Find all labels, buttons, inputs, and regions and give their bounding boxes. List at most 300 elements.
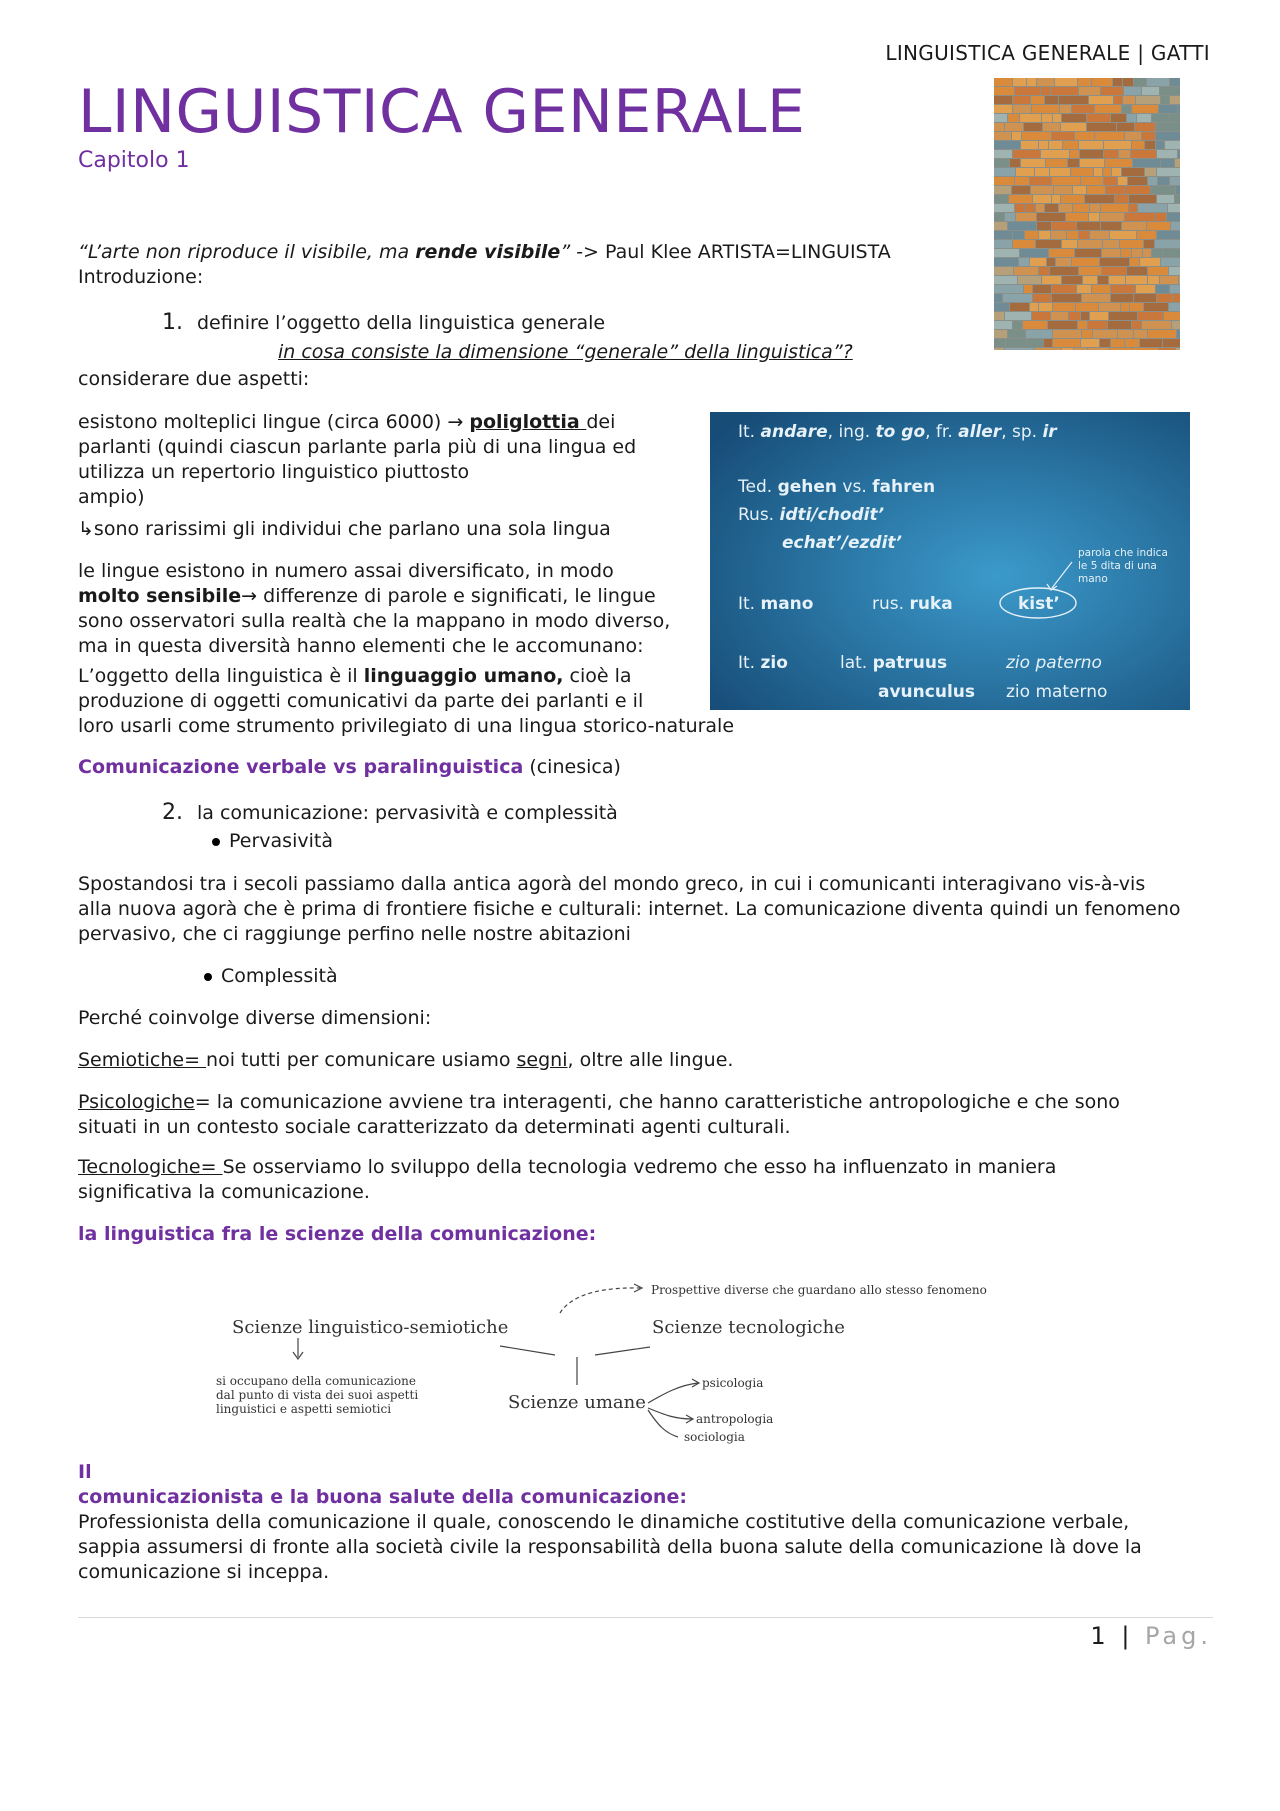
arrow-note: ↳sono rarissimi gli individui che parlano una sola lingua [78,518,611,540]
painting-tile [1111,339,1124,347]
painting-tile [1072,105,1094,113]
running-head: LINGUISTICA GENERALE | GATTI [885,41,1210,65]
painting-tile [1128,177,1147,185]
painting-tile [994,294,1002,302]
painting-tile [1052,132,1074,140]
sciences-heading: la linguistica fra le scienze della comunicazione: [78,1223,597,1245]
painting-tile [1082,330,1092,338]
painting-tile [1039,303,1052,311]
svg-text:rus. ruka: rus. ruka [872,594,953,614]
painting-tile [994,150,1012,158]
svg-text:It. mano: It. mano [738,594,814,614]
painting-tile [1049,141,1062,149]
semiotiche-line: Semiotiche= noi tutti per comunicare usiamo segni, oltre alle lingue. [78,1049,734,1071]
painting-tile [1106,186,1124,194]
bullet-pervasivita: Pervasività [212,829,333,854]
painting-tile [1144,303,1168,311]
painting-tile [1015,204,1025,212]
painting-tile [1045,96,1058,104]
page-subtitle: Capitolo 1 [78,148,190,173]
painting-tile [1089,96,1113,104]
painting-tile [1050,168,1070,176]
painting-tile [1073,186,1086,194]
painting-tile [1160,87,1180,95]
tecnologiche-paragraph: Tecnologiche= Se osserviamo lo sviluppo della tecnologia vedremo che esso ha influenzato in maniera significativa la comunicazione. [78,1156,1057,1203]
painting-tile [1147,222,1170,230]
svg-text:avunculus: avunculus [878,682,975,702]
painting-tile [1134,294,1156,302]
painting-tile [1151,186,1175,194]
list-number: 1. [162,310,183,335]
painting-tile [1156,132,1180,140]
painting-tile [1134,78,1146,86]
painting-tile [1033,195,1051,203]
painting-tile [1099,303,1120,311]
painting-tile [1085,195,1114,203]
painting-tile [1053,114,1061,122]
painting-tile [1074,348,1087,350]
painting-tile [1037,222,1051,230]
quote-line [78,240,1213,265]
painting-tile [1052,294,1081,302]
painting-tile [1145,141,1155,149]
painting-tile [1044,339,1052,347]
svg-text:parola che indica: parola che indica [1078,547,1168,559]
painting-tile [1118,330,1133,338]
painting-tile [1005,312,1031,320]
painting-tile [1137,114,1151,122]
svg-text:echat’/ezdit’: echat’/ezdit’ [782,533,902,553]
painting-tile [1101,204,1128,212]
painting-tile [1104,141,1131,149]
page-title: LINGUISTICA GENERALE [78,77,806,147]
svg-text:lat. patruus: lat. patruus [840,653,948,673]
painting-tile [1104,150,1118,158]
painting-tile [1059,204,1072,212]
painting-tile [1167,213,1180,221]
painting-tile [1145,168,1156,176]
painting-tile [1125,132,1141,140]
painting-tile [1067,231,1078,239]
painting-tile [1059,96,1088,104]
painting-tile [994,96,1012,104]
painting-tile [1117,123,1134,131]
painting-tile [1142,87,1159,95]
painting-tile [1073,204,1089,212]
painting-tile [1156,141,1164,149]
painting-tile [1103,168,1111,176]
painting-tile [1170,177,1180,185]
painting-tile [1063,141,1078,149]
painting-tile [1033,294,1051,302]
painting-tile [1130,303,1143,311]
quote-attribution: -> Paul Klee ARTISTA=LINGUISTA [570,241,891,263]
svg-text:si occupano della comunicazion: si occupano della comunicazione [216,1374,416,1388]
painting-tile [1081,177,1103,185]
painting-tile [1101,87,1123,95]
painting-tile [1114,96,1122,104]
quote-bold: rende visibile [415,241,561,263]
painting-tile [1080,159,1104,167]
bullet-icon [204,973,212,981]
painting-tile [1175,195,1180,203]
painting-tile [1045,204,1058,212]
painting-tile [1060,105,1071,113]
painting-tile [1043,123,1060,131]
painting-tile [1176,348,1180,350]
painting-tile [1147,78,1169,86]
painting-tile [1115,195,1128,203]
painting-tile [1129,204,1137,212]
painting-tile [1068,159,1079,167]
painting-tile [1021,141,1038,149]
painting-tile [1140,339,1162,347]
bullet-complessita: Complessità [204,964,338,989]
painting-tile [1095,132,1124,140]
painting-tile [1100,213,1124,221]
painting-tiles [994,78,1180,350]
paragraph-comunicazionista: Professionista della comunicazione il quale, conoscendo le dinamiche costitutive della comunicazione verbale, sappia assumersi di fronte alla società civile la responsabilità della buona salute della comunicazione là dove la comunicazione si inceppa. [78,1511,1142,1583]
svg-text:Rus. idti/chodit’: Rus. idti/chodit’ [738,505,885,525]
painting-tile [1012,132,1021,140]
paragraph-agora: Spostandosi tra i secoli passiamo dalla antica agorà del mondo greco, in cui i comunicanti interagivano vis-à-vis alla nuova agorà che è prima di frontiere fisiche e culturali: internet. La comunicazione diventa quindi un fenomeno pervasivo, che ci raggiunge perfino nelle nostre abitazioni [78,873,1181,945]
painting-tile [1076,303,1098,311]
painting-tile [1157,168,1180,176]
painting-tile [1157,195,1174,203]
painting-tile [1062,114,1086,122]
painting-tile [1027,339,1043,347]
painting-tile [1052,177,1080,185]
painting-tile [1170,114,1180,122]
painting-tile [1111,114,1126,122]
painting-tile [1127,114,1136,122]
painting-tile [1030,303,1038,311]
klee-painting-image [994,78,1180,350]
svg-text:zio materno: zio materno [1006,682,1108,702]
painting-tile [1052,195,1060,203]
painting-tile [994,222,1007,230]
painting-tile [1108,321,1131,329]
svg-text:Scienze tecnologiche: Scienze tecnologiche [652,1317,845,1338]
paragraph-lingue: le lingue esistono in numero assai diversificato, in modo molto sensibile→ differenze di parole e significati, le lingue sono osservatori sulla realtà che la mappano in modo diverso, ma in questa diversità hanno elementi che le accomunano: [78,560,671,657]
page-number: 1 | Pag. [1090,1622,1212,1650]
painting-tile [1008,330,1025,338]
painting-tile [1125,213,1154,221]
painting-tile [994,213,1004,221]
painting-tile [1016,168,1034,176]
painting-tile [994,105,1012,113]
painting-tile [1148,177,1157,185]
paragraph-poliglottia: esistono molteplici lingue (circa 6000) → poliglottia dei parlanti (quindi ciascun parlante parla più di una lingua ed utilizza un repertorio linguistico piuttosto ampio) [78,411,637,508]
painting-tile [994,321,1012,329]
painting-tile [1125,186,1150,194]
list-number: 2. [162,800,183,825]
svg-text:Scienze umane: Scienze umane [508,1392,646,1413]
painting-tile [1129,195,1156,203]
comm-heading: Comunicazione verbale vs paralinguistica (cinesica) [78,756,621,778]
painting-tile [1173,294,1180,302]
painting-tile [1093,330,1117,338]
painting-tile [1039,231,1050,239]
quote-text: “L’arte non riproduce il visibile, ma [78,241,416,263]
painting-tile [1111,294,1133,302]
painting-tile [1052,222,1076,230]
painting-tile [1157,150,1177,158]
painting-tile [1053,330,1081,338]
painting-tile [1087,114,1110,122]
painting-tile [994,87,1014,95]
painting-tile [1055,78,1077,86]
painting-tile [1078,321,1087,329]
lexical-comparison-image [710,412,1190,710]
painting-tile [1088,321,1107,329]
painting-tile [1026,204,1035,212]
painting-tile [1026,330,1052,338]
painting-tile [994,78,1012,86]
painting-tile [1079,87,1100,95]
painting-tile [1041,150,1069,158]
painting-tile [1104,177,1117,185]
painting-tile [1051,87,1078,95]
painting-tile [1041,87,1050,95]
painting-tile [1170,78,1180,86]
painting-tile [994,177,1014,185]
svg-text:linguistici e aspetti semiotic: linguistici e aspetti semiotici [216,1402,392,1416]
painting-tile [1042,114,1052,122]
painting-tile [1124,87,1141,95]
painting-tile [994,330,1007,338]
painting-tile [1048,321,1077,329]
painting-tile [1138,312,1163,320]
painting-tile [1082,294,1110,302]
painting-tile [994,303,1009,311]
painting-tile [1020,114,1041,122]
painting-tile [1062,348,1073,350]
painting-tile [1152,114,1169,122]
painting-tile [1077,222,1100,230]
painting-tile [1137,231,1156,239]
list-text: definire l’oggetto della linguistica generale [197,312,606,334]
painting-tile [1071,168,1093,176]
painting-tile [1159,105,1177,113]
list-item-2 [162,800,618,826]
painting-tile [994,141,1020,149]
painting-tile [1069,312,1080,320]
painting-tile [1122,222,1146,230]
painting-tile [1094,168,1102,176]
painting-tile [1175,159,1180,167]
painting-tile [1121,303,1129,311]
painting-tile [994,186,1011,194]
painting-tile [1010,303,1029,311]
paragraph-oggetto: L’oggetto della linguistica è il linguaggio umano, cioè la produzione di oggetti comunicativi da parte dei parlanti e il loro usarli come strumento privilegiato di una lingua storico-naturale [78,665,735,737]
painting-tile [1008,222,1036,230]
svg-text:Ted. gehen vs. fahren: Ted. gehen vs. fahren [738,477,936,497]
painting-tile [1170,96,1180,104]
painting-tile [1095,105,1121,113]
painting-tile [1110,348,1132,350]
painting-tile [1005,123,1023,131]
painting-tile [1005,348,1034,350]
painting-tile [994,204,1014,212]
painting-tile [1078,78,1091,86]
svg-text:psicologia: psicologia [702,1376,764,1390]
painting-tile [1122,168,1144,176]
painting-tile [1157,294,1172,302]
painting-tile [1088,348,1109,350]
painting-tile [1158,177,1169,185]
painting-tile [1053,339,1080,347]
painting-tile [1061,195,1084,203]
svg-text:antropologia: antropologia [696,1412,774,1426]
svg-text:sociologia: sociologia [684,1430,745,1444]
list-item-1 [162,310,605,336]
painting-tile [1156,123,1180,131]
painting-tile [1087,186,1105,194]
last-heading: Il comunicazionista e la buona salute della comunicazione: [78,1461,687,1508]
list-text: la comunicazione: pervasività e complessità [197,802,618,824]
painting-tile [1022,132,1051,140]
painting-tile [1090,204,1100,212]
painting-tile [1016,213,1036,221]
painting-tile [1161,159,1174,167]
painting-tile [1164,312,1180,320]
painting-tile [1177,330,1180,338]
painting-tile [1169,303,1180,311]
bullet-icon [212,838,220,846]
aspects-line: considerare due aspetti: [78,368,310,390]
painting-tile [994,159,1009,167]
footer-divider [78,1617,1213,1618]
painting-tile [1176,186,1180,194]
painting-tile [1123,96,1135,104]
painting-tile [1025,231,1038,239]
painting-tile [1032,312,1050,320]
painting-tile [1013,105,1031,113]
painting-tile [1119,150,1130,158]
painting-tile [1159,348,1175,350]
painting-tile [1168,204,1180,212]
painting-tile [1142,321,1171,329]
painting-tile [1003,294,1032,302]
painting-tile [1133,159,1160,167]
painting-tile [1015,177,1029,185]
painting-tile [1113,78,1122,86]
painting-tile [1112,168,1121,176]
painting-tile [1138,204,1167,212]
painting-tile [1163,339,1180,347]
painting-tile [1133,348,1158,350]
painting-tile [1005,213,1015,221]
painting-tile [1035,168,1049,176]
painting-tile [1039,141,1048,149]
painting-tile [1006,339,1026,347]
painting-tile [994,168,1015,176]
painting-tile [1171,222,1180,230]
painting-tile [1037,213,1065,221]
painting-tile [1070,150,1079,158]
painting-tile [994,132,1011,140]
dimensions-line: Perché coinvolge diverse dimensioni: [78,1007,432,1029]
painting-tile [1024,123,1042,131]
psicologiche-paragraph: Psicologiche= la comunicazione avviene tra interagenti, che hanno caratteristiche antropologiche e che sono situati in un contesto sociale caratterizzato da determinati agenti culturali. [78,1091,1120,1138]
svg-text:mano: mano [1078,573,1108,585]
painting-tile [1110,231,1136,239]
question-line: in cosa consiste la dimensione “generale” della linguistica”? [278,341,853,363]
painting-tile [1015,87,1040,95]
painting-tile [1032,105,1059,113]
painting-tile [1100,339,1110,347]
painting-tile [1021,159,1045,167]
painting-tile [1013,150,1040,158]
painting-tile [1061,123,1086,131]
painting-tile [1066,213,1088,221]
svg-text:Prospettive diverse che guarda: Prospettive diverse che guardano allo stesso fenomeno [651,1283,987,1297]
painting-tile [1090,231,1109,239]
painting-tile [1101,222,1121,230]
svg-text:Scienze linguistico-semiotiche: Scienze linguistico-semiotiche [232,1317,509,1338]
painting-tile [1075,132,1094,140]
svg-text:dal punto di vista dei suoi as: dal punto di vista dei suoi aspetti [216,1388,419,1402]
painting-tile [1035,348,1061,350]
painting-tile [1027,78,1036,86]
painting-tile [1132,321,1141,329]
painting-tile [1155,213,1166,221]
painting-tile [1148,330,1176,338]
painting-tile [994,312,1004,320]
painting-tile [994,348,1004,350]
svg-text:zio paterno: zio paterno [1006,653,1102,673]
painting-tile [1087,123,1116,131]
painting-tile [994,114,1007,122]
intro-label: Introduzione: [78,266,204,288]
painting-tile [1037,78,1054,86]
painting-tile [994,195,1008,203]
painting-tile [1013,231,1024,239]
painting-tile [1009,195,1032,203]
painting-tile [1161,96,1169,104]
painting-tile [1172,321,1180,329]
painting-tile [1092,78,1112,86]
painting-tile [1053,303,1075,311]
painting-tile [1081,339,1099,347]
painting-tile [1135,123,1155,131]
painting-tile [1030,177,1051,185]
painting-tile [1023,321,1047,329]
painting-tile [1178,105,1180,113]
painting-tile [1118,177,1127,185]
painting-tile [1105,159,1132,167]
painting-tile [1081,312,1089,320]
sciences-diagram [210,1275,1010,1450]
painting-tile [1178,150,1180,158]
painting-tile [994,123,1004,131]
quote-close: ” [560,241,571,263]
painting-tile [1008,114,1019,122]
painting-tile [994,231,1012,239]
painting-tile [1132,105,1158,113]
painting-tile [1134,330,1147,338]
painting-tile [1031,186,1053,194]
painting-tile [1125,339,1139,347]
painting-tile [994,339,1005,347]
painting-tile [1090,312,1108,320]
svg-text:le 5 dita di una: le 5 dita di una [1078,560,1157,572]
svg-text:It. zio: It. zio [738,653,788,673]
painting-tile [1122,105,1131,113]
painting-tile [1079,231,1089,239]
painting-tile [1054,186,1072,194]
